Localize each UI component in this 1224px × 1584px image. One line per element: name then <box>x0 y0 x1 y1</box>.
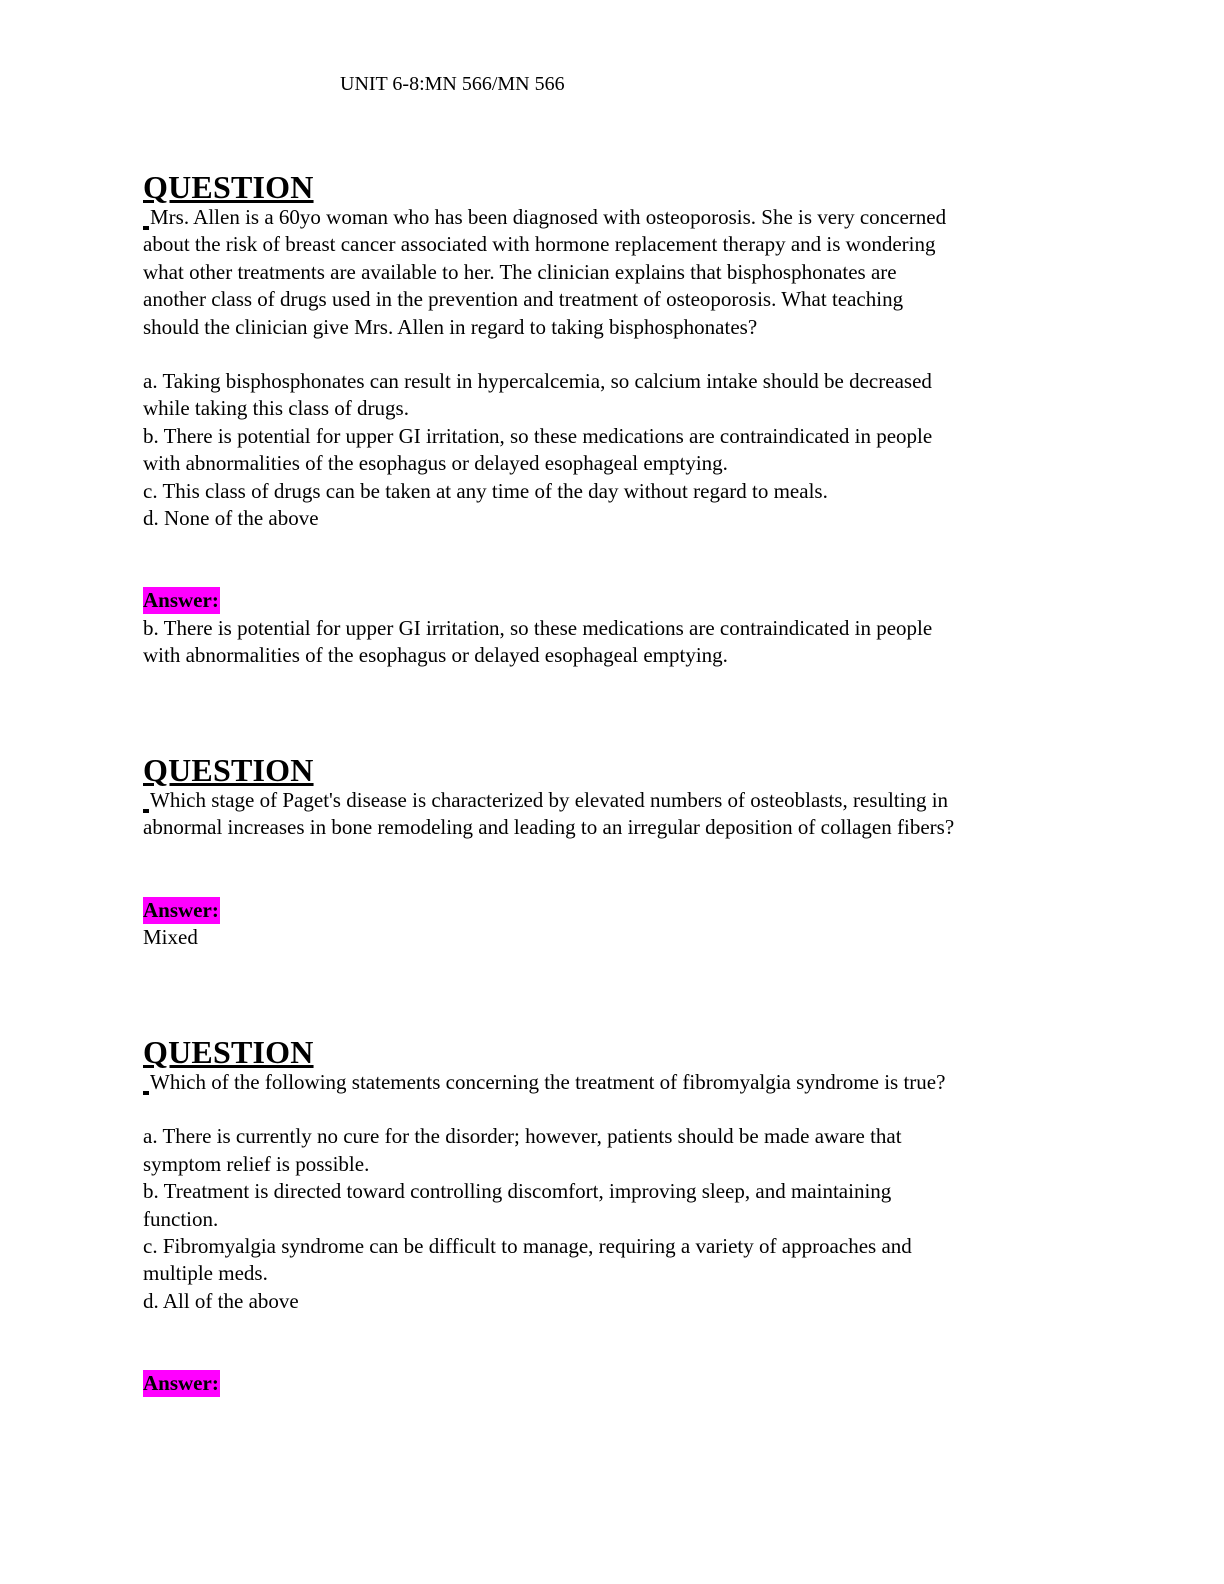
answer-label: Answer: <box>143 588 219 613</box>
question-line: Which stage of Paget's disease is characterized by elevated numbers of osteoblasts, resulting in <box>150 788 949 812</box>
answer-line: b. There is potential for upper GI irritation, so these medications are contraindicated in people <box>143 615 933 640</box>
option-line: a. Taking bisphosphonates can result in hypercalcemia, so calcium intake should be decreased <box>143 369 932 394</box>
answer-label: Answer: <box>143 897 219 922</box>
option-line: with abnormalities of the esophagus or delayed esophageal emptying. <box>143 451 728 476</box>
answer-line: with abnormalities of the esophagus or delayed esophageal emptying. <box>143 643 728 668</box>
bullet-marker <box>143 226 149 230</box>
option-line: c. Fibromyalgia syndrome can be difficult to manage, requiring a variety of approaches and <box>143 1234 912 1259</box>
option-line: b. There is potential for upper GI irritation, so these medications are contraindicated in people <box>143 423 933 448</box>
option-line: c. This class of drugs can be taken at any time of the day without regard to meals. <box>143 478 828 503</box>
question-text <box>143 787 1073 842</box>
question-heading: QUESTION <box>143 169 314 205</box>
question-line: should the clinician give Mrs. Allen in regard to taking bisphosphonates? <box>143 314 758 339</box>
bullet-marker <box>143 1091 149 1095</box>
option-line: b. Treatment is directed toward controlling discomfort, improving sleep, and maintaining <box>143 1179 892 1204</box>
question-block-1 <box>143 170 1073 670</box>
answer-label: Answer: <box>143 1371 219 1396</box>
option-line: a. There is currently no cure for the disorder; however, patients should be made aware that <box>143 1124 902 1149</box>
option-line: d. None of the above <box>143 506 319 531</box>
question-line: another class of drugs used in the prevention and treatment of osteoporosis. What teaching <box>143 287 904 312</box>
question-line: what other treatments are available to her. The clinician explains that bisphosphonates are <box>143 259 897 284</box>
option-line: d. All of the above <box>143 1288 299 1313</box>
question-heading: QUESTION <box>143 1034 314 1070</box>
question-block-3 <box>143 1035 1073 1398</box>
bullet-marker <box>143 809 149 813</box>
question-line: Mrs. Allen is a 60yo woman who has been diagnosed with osteoporosis. She is very concerned <box>150 205 947 229</box>
answer-line: Mixed <box>143 925 198 950</box>
option-line: function. <box>143 1206 219 1231</box>
question-heading: QUESTION <box>143 752 314 788</box>
question-line: Which of the following statements concerning the treatment of fibromyalgia syndrome is true? <box>150 1070 946 1094</box>
option-line: multiple meds. <box>143 1261 268 1286</box>
option-line: while taking this class of drugs. <box>143 396 409 421</box>
option-line: symptom relief is possible. <box>143 1151 370 1176</box>
question-line: abnormal increases in bone remodeling and leading to an irregular deposition of collagen fibers? <box>143 815 955 840</box>
document-header: UNIT 6-8:MN 566/MN 566 <box>340 73 565 95</box>
question-text <box>143 1069 1073 1096</box>
question-text <box>143 204 1073 341</box>
question-block-2 <box>143 753 1073 952</box>
question-line: about the risk of breast cancer associated with hormone replacement therapy and is wondering <box>143 232 936 257</box>
